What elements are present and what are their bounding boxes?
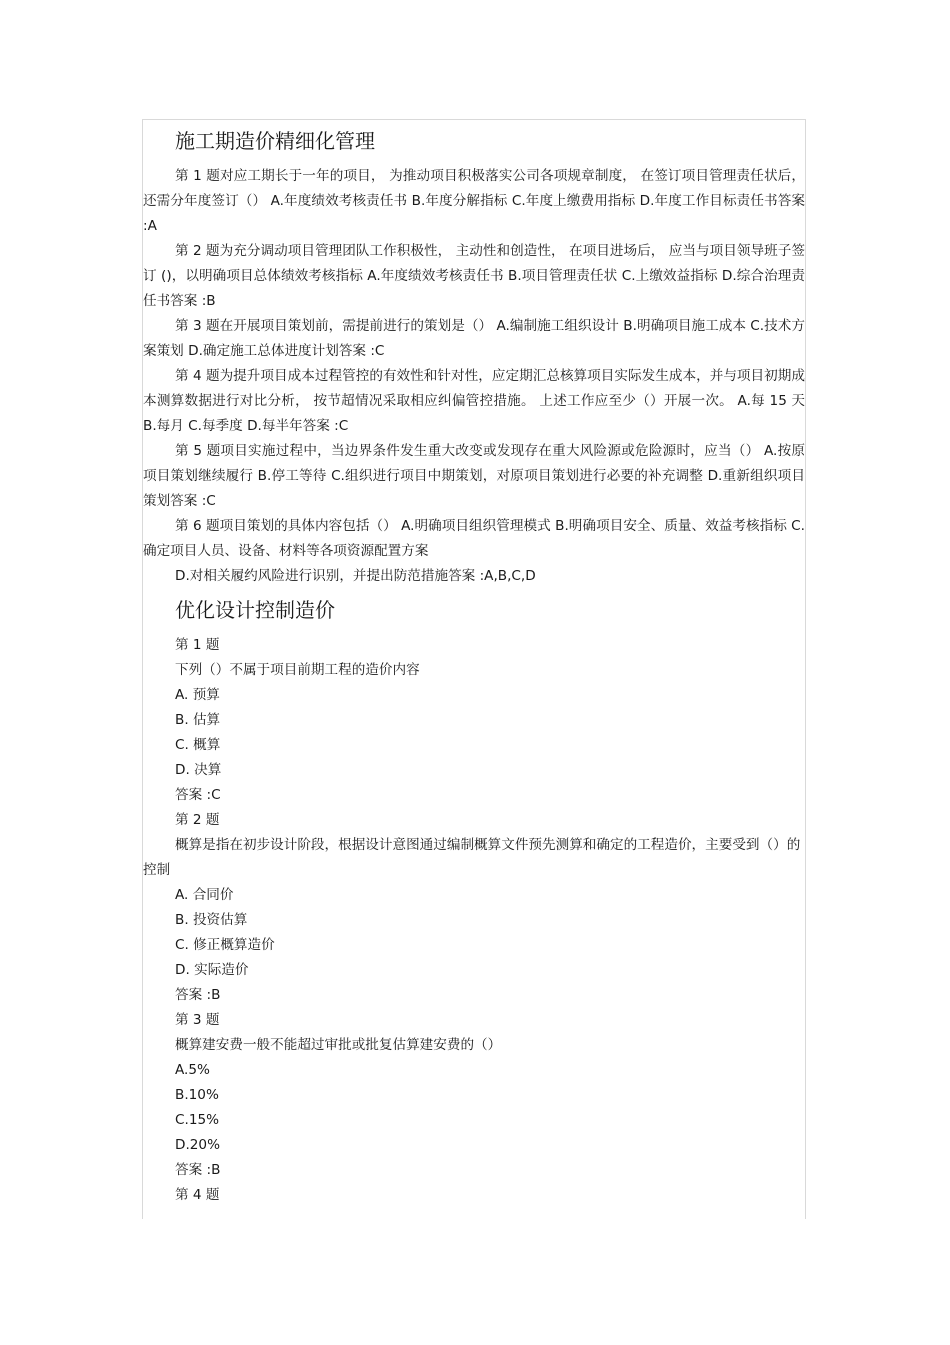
q3-option-d: D.20%	[175, 1137, 221, 1153]
q1-label: 第 1 题	[175, 637, 220, 653]
question-6-tail: D.对相关履约风险进行识别，并提出防范措施答案 :A,B,C,D	[175, 568, 536, 584]
question-5: 第 5 题项目实施过程中，当边界条件发生重大改变或发现存在重大风险源或危险源时，应当（） A.按原项目策划继续履行 B.停工等待 C.组织进行项目中期策划，对原项目策划进行必要的补充调整 D.重新组织项目策划答案 :C	[143, 443, 805, 509]
q3-label: 第 3 题	[175, 1012, 220, 1028]
q3-option-a: A.5%	[175, 1062, 210, 1078]
question-2: 第 2 题为充分调动项目管理团队工作积极性， 主动性和创造性， 在项目进场后， 应当与项目领导班子签订 ()，以明确项目总体绩效考核指标 A.年度绩效考核责任书 B.项目管理责任状 C.上缴效益指标 D.综合治理责任书答案 :B	[143, 243, 805, 309]
q2-option-b: B. 投资估算	[175, 912, 248, 928]
q2-stem: 概算是指在初步设计阶段，根据设计意图通过编制概算文件预先测算和确定的工程造价，主要受到（）的控制	[143, 837, 801, 878]
section-title-design: 优化设计控制造价	[175, 598, 335, 622]
q4-label: 第 4 题	[175, 1187, 220, 1203]
question-3: 第 3 题在开展项目策划前，需提前进行的策划是（） A.编制施工组织设计 B.明确项目施工成本 C.技术方案策划 D.确定施工总体进度计划答案 :C	[143, 318, 805, 359]
q2-option-d: D. 实际造价	[175, 962, 249, 978]
q1-option-d: D. 决算	[175, 762, 222, 778]
question-4: 第 4 题为提升项目成本过程管控的有效性和针对性，应定期汇总核算项目实际发生成本，并与项目初期成本测算数据进行对比分析， 按节超情况采取相应纠偏管控措施。 上述工作应至少（）开展一次。 A.每 15 天 B.每月 C.每季度 D.每半年答案 :C	[143, 368, 805, 434]
q3-stem: 概算建安费一般不能超过审批或批复估算建安费的（）	[175, 1037, 502, 1053]
q2-option-c: C. 修正概算造价	[175, 937, 275, 953]
q3-answer: 答案 :B	[175, 1162, 221, 1178]
q1-stem: 下列（）不属于项目前期工程的造价内容	[175, 662, 420, 678]
q2-answer: 答案 :B	[175, 987, 221, 1003]
question-6: 第 6 题项目策划的具体内容包括（） A.明确项目组织管理模式 B.明确项目安全、质量、效益考核指标 C.确定项目人员、设备、材料等各项资源配置方案	[143, 518, 805, 559]
q2-label: 第 2 题	[175, 812, 220, 828]
q3-option-b: B.10%	[175, 1087, 219, 1103]
q1-option-a: A. 预算	[175, 687, 220, 703]
q1-answer: 答案 :C	[175, 787, 221, 803]
section-title-construction: 施工期造价精细化管理	[175, 129, 375, 153]
question-1: 第 1 题对应工期长于一年的项目， 为推动项目积极落实公司各项规章制度， 在签订项目管理责任状后，还需分年度签订（） A.年度绩效考核责任书 B.年度分解指标 C.年度上缴费用指标 D.年度工作目标责任书答案 :A	[143, 168, 805, 234]
document-body	[143, 126, 805, 1208]
q3-option-c: C.15%	[175, 1112, 220, 1128]
q1-option-b: B. 估算	[175, 712, 221, 728]
q1-option-c: C. 概算	[175, 737, 221, 753]
q2-option-a: A. 合同价	[175, 887, 234, 903]
